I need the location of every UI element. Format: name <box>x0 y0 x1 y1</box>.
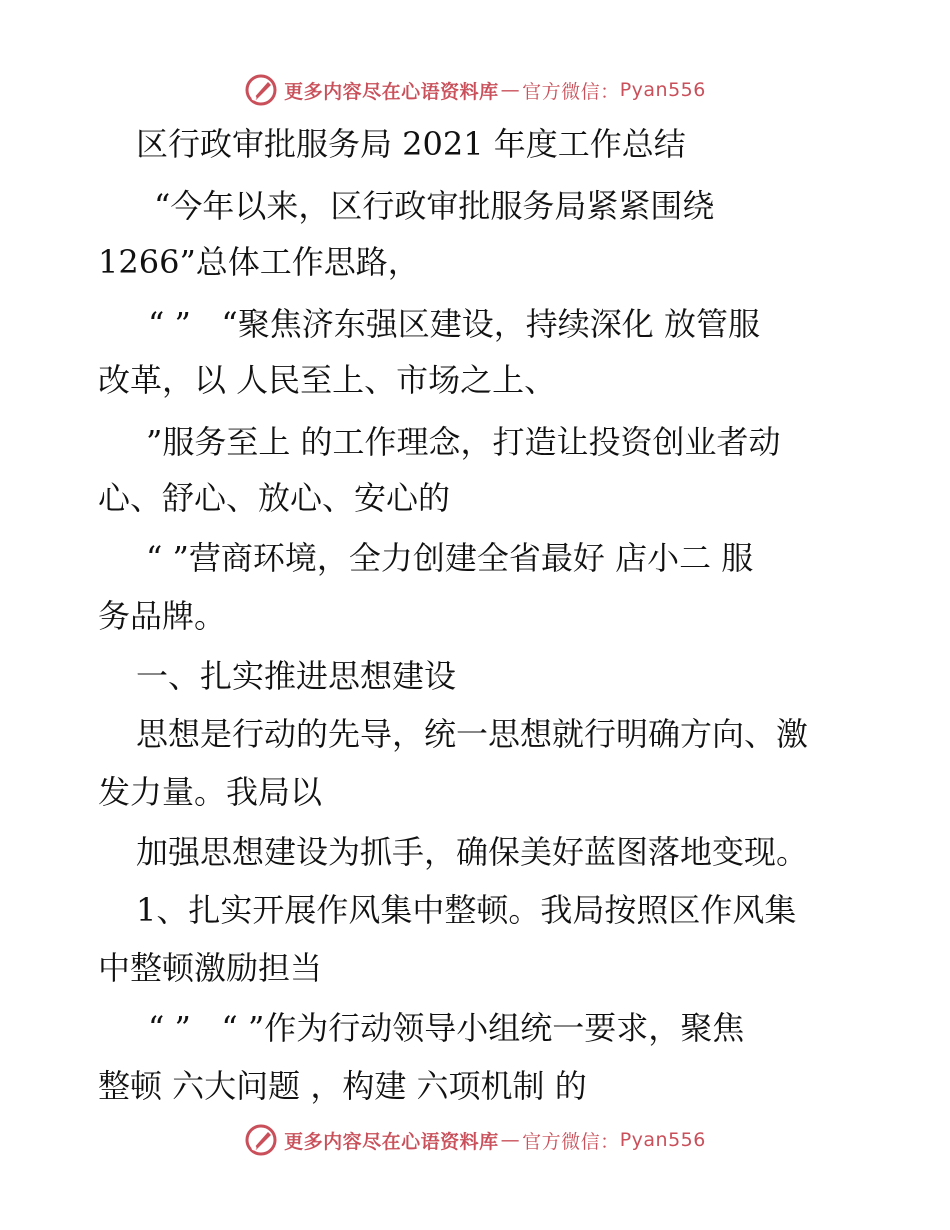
banner-brand: 更多内容尽在心语资料库 <box>284 80 499 103</box>
text-line: 1、扎实开展作风集中整顿。我局按照区作风集 <box>136 891 797 929</box>
banner-official: 官方微信 <box>522 80 601 103</box>
banner-separator: — <box>500 1129 521 1151</box>
text-line: 发力量。我局以 <box>98 773 323 811</box>
footer-watermark <box>0 1120 950 1160</box>
banner-account: Pyan556 <box>619 79 706 101</box>
banner-colon: ： <box>600 80 620 103</box>
banner-colon: ： <box>600 1130 620 1153</box>
doc-title: 区行政审批服务局 2021 年度工作总结 <box>136 125 686 163</box>
text-line: “ ”营商环境，全力创建全省最好 店小二 服 <box>146 539 754 577</box>
text-line: ”服务至上 的工作理念，打造让投资创业者动 <box>146 423 781 461</box>
header-watermark <box>0 70 950 110</box>
banner-official: 官方微信 <box>522 1130 601 1153</box>
text-line: 思想是行动的先导，统一思想就行明确方向、激 <box>136 715 809 753</box>
quill-seal-icon <box>244 1123 278 1157</box>
text-line: 改革，以 人民至上、市场之上、 <box>98 361 557 399</box>
text-line: 加强思想建设为抓手，确保美好蓝图落地变现。 <box>136 833 809 871</box>
banner-separator: — <box>500 79 521 101</box>
section-heading: 一、扎实推进思想建设 <box>136 657 457 695</box>
text-line: “ ” “聚焦济东强区建设，持续深化 放管服 <box>148 305 760 343</box>
text-line: 中整顿激励担当 <box>98 949 323 987</box>
text-line: 心、舒心、放心、安心的 <box>98 479 451 517</box>
quill-seal-icon <box>244 73 278 107</box>
text-line: 整顿 六大问题 ，构建 六项机制 的 <box>98 1067 587 1105</box>
banner-brand: 更多内容尽在心语资料库 <box>284 1130 499 1153</box>
text-line: 务品牌。 <box>98 597 227 635</box>
text-line: “今年以来，区行政审批服务局紧紧围绕 <box>154 187 715 225</box>
text-line: “ ” “ ”作为行动领导小组统一要求，聚焦 <box>148 1009 745 1047</box>
text-line: 1266”总体工作思路， <box>98 243 420 281</box>
banner-account: Pyan556 <box>619 1129 706 1151</box>
